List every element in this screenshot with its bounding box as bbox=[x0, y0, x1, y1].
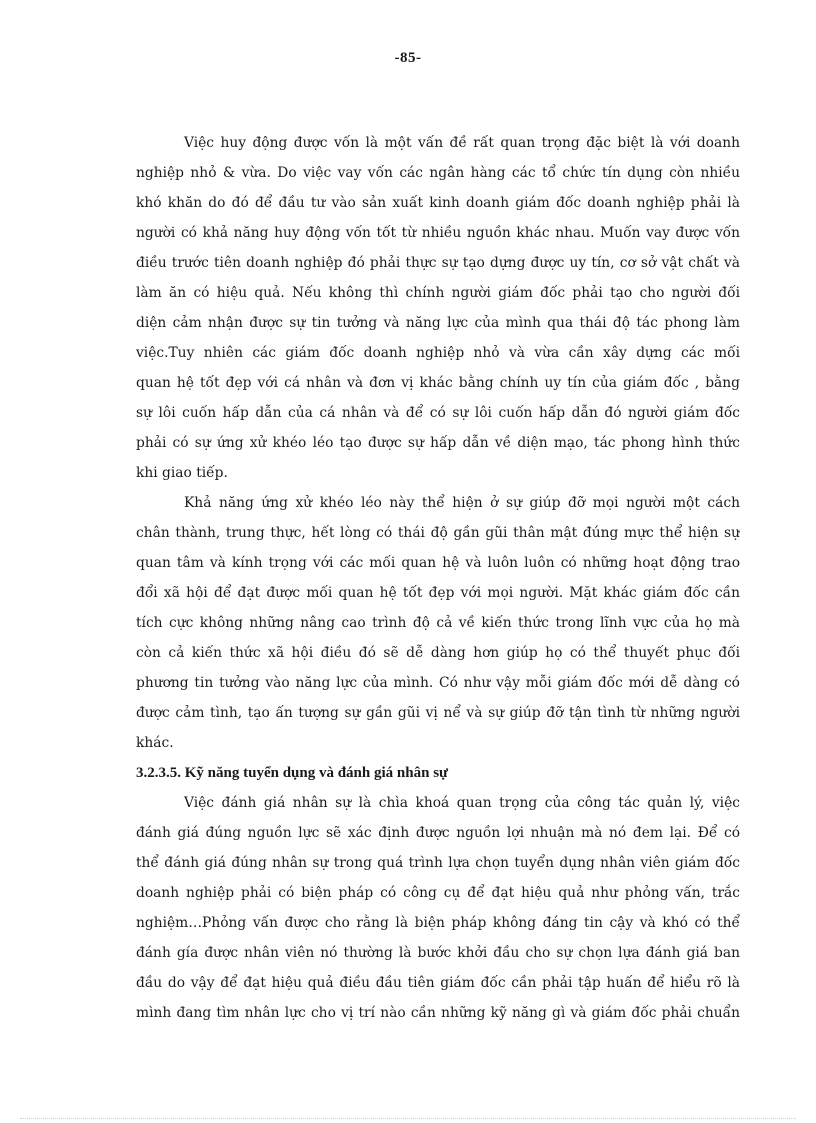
text-line: còn cả kiến thức xã hội điều đó sẽ dễ dàng hơn giúp họ có thể thuyết phục đối bbox=[136, 645, 740, 661]
text-line: doanh nghiệp phải có biện pháp có công cụ để đạt hiệu quả như phỏng vấn, trắc bbox=[136, 885, 740, 901]
text-line: điều trước tiên doanh nghiệp đó phải thực sự tạo dựng được uy tín, cơ sở vật chất và bbox=[136, 255, 740, 271]
text-line: đánh gía được nhân viên nó thường là bước khởi đầu cho sự chọn lựa đánh giá ban bbox=[136, 945, 740, 961]
text-line: Khả năng ứng xử khéo léo này thể hiện ở sự giúp đỡ mọi người một cách bbox=[184, 495, 740, 511]
text-line: nghiệm…Phỏng vấn được cho rằng là biện pháp không đáng tin cậy và khó có thể bbox=[136, 915, 740, 931]
text-line: tích cực không những nâng cao trình độ cả về kiến thức trong lĩnh vực của họ mà bbox=[136, 615, 740, 631]
text-line: phải có sự ứng xử khéo léo tạo được sự hấp dẫn về diện mạo, tác phong hình thức bbox=[136, 435, 740, 451]
text-line: đổi xã hội để đạt được mối quan hệ tốt đẹp với mọi người. Mặt khác giám đốc cần bbox=[136, 585, 740, 601]
text-line: khi giao tiếp. bbox=[136, 465, 228, 481]
paragraph-capital-mobilization bbox=[136, 128, 740, 488]
text-line: Việc huy động được vốn là một vấn đề rất quan trọng đặc biệt là với doanh bbox=[184, 135, 740, 151]
text-line: việc.Tuy nhiên các giám đốc doanh nghiệp nhỏ và vừa cần xây dựng các mối bbox=[136, 345, 740, 361]
page-number: -85- bbox=[394, 50, 422, 66]
paragraph-communication-skill bbox=[136, 488, 740, 758]
text-line: Việc đánh giá nhân sự là chìa khoá quan trọng của công tác quản lý, việc bbox=[184, 795, 740, 811]
text-line: mình đang tìm nhân lực cho vị trí nào cần những kỹ năng gì và giám đốc phải chuẩn bbox=[136, 1005, 740, 1021]
text-line: phương tin tưởng vào năng lực của mình. Có như vậy mỗi giám đốc mới dễ dàng có bbox=[136, 675, 740, 691]
text-line: đầu do vậy để đạt hiệu quả điều đầu tiên giám đốc cần phải tập huấn để hiểu rõ là bbox=[136, 975, 740, 991]
text-line: thể đánh giá đúng nhân sự trong quá trình lựa chọn tuyển dụng nhân viên giám đốc bbox=[136, 855, 740, 871]
text-line: chân thành, trung thực, hết lòng có thái độ gần gũi thân mật đúng mực thể hiện sự bbox=[136, 525, 740, 541]
text-line: người có khả năng huy động vốn tốt từ nhiều nguồn khác nhau. Muốn vay được vốn bbox=[136, 225, 740, 241]
document-body bbox=[136, 128, 740, 1028]
text-line: khó khăn do đó để đầu tư vào sản xuất kinh doanh giám đốc doanh nghiệp phải là bbox=[136, 195, 740, 211]
text-line: quan tâm và kính trọng với các mối quan hệ và luôn luôn có những hoạt động trao bbox=[136, 555, 740, 571]
text-line: sự lôi cuốn hấp dẫn của cá nhân và để có sự lôi cuốn hấp dẫn đó người giám đốc bbox=[136, 405, 740, 421]
page-bottom-divider bbox=[20, 1118, 796, 1119]
text-line: diện cảm nhận được sự tin tưởng và năng lực của mình qua thái độ tác phong làm bbox=[136, 315, 740, 331]
text-line: khác. bbox=[136, 735, 174, 751]
text-line: làm ăn có hiệu quả. Nếu không thì chính người giám đốc phải tạo cho người đối bbox=[136, 285, 740, 301]
text-line: quan hệ tốt đẹp với cá nhân và đơn vị khác bằng chính uy tín của giám đốc , bằng bbox=[136, 375, 740, 391]
text-line: nghiệp nhỏ & vừa. Do việc vay vốn các ngân hàng các tổ chức tín dụng còn nhiều bbox=[136, 165, 740, 181]
text-line: được cảm tình, tạo ấn tượng sự gần gũi vị nể và sự giúp đỡ tận tình từ những người bbox=[136, 705, 740, 721]
text-line: đánh giá đúng nguồn lực sẽ xác định được nguồn lợi nhuận mà nó đem lại. Để có bbox=[136, 825, 740, 841]
section-heading: 3.2.3.5. Kỹ năng tuyển dụng và đánh giá nhân sự bbox=[136, 765, 449, 781]
paragraph-hr-evaluation bbox=[136, 788, 740, 1028]
